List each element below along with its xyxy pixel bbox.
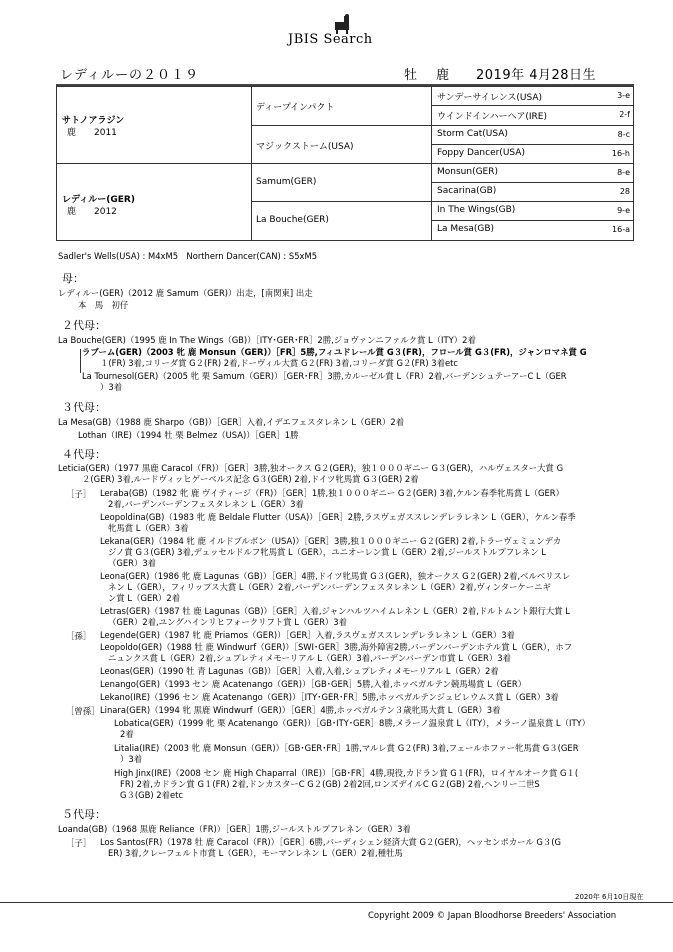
great-grandchild-record: High Jinx(IRE)（2008 セン 鹿 High Chaparral（IRE)）［GB･FR］4勝,現役,カドラン賞 G１(FR)，ロイヤルオーク賞 G１(	[114, 768, 579, 778]
ancestor-name: Storm Cat(USA)	[437, 129, 508, 139]
family-number: 8-c	[617, 130, 630, 139]
section-third-dam: ３代母：	[62, 401, 106, 414]
ancestor-name: サンデーサイレンス(USA)	[437, 93, 543, 103]
dam-name: レディルー(GER)	[62, 195, 135, 205]
horse-title-bar	[56, 62, 634, 86]
ancestor-cell[interactable]	[432, 221, 634, 240]
section-dam: 母：	[62, 272, 84, 285]
family-number: 2-f	[619, 110, 630, 119]
dam-sire-cell[interactable]	[252, 164, 432, 202]
horse-rider-icon	[332, 14, 354, 34]
offspring-record-cont: （GER）2着,ユングハインリヒフォークリフト賞 L（GER）3着	[108, 617, 348, 627]
great-grandchild-record: Lobatica(GER)（1999 牝 栗 Acatenango（GER)）［GB･ITY･GER］8勝,メラーノ温泉賞 L（ITY），メラーノ温泉賞 L（ITY）	[114, 718, 591, 728]
family-number: 28	[619, 187, 630, 196]
logo-text: JBIS Search	[288, 32, 373, 47]
offspring-record-cont: １(FR) 3着,コリーダ賞 G２(FR) 2着,ドーヴィル大賞 G２(FR) 3着,コリーダ賞 G２(FR) 3着etc	[100, 358, 459, 368]
dam-info: 鹿 2012	[67, 207, 117, 217]
great-grandchild-record: Linara(GER)（1994 牝 黒鹿 Windwurf（GER)）［GER］4勝,ホッペガルテン３歳牝馬大賞 L（GER）3着	[100, 705, 501, 715]
great-grandchild-record-cont: 2着	[120, 729, 134, 739]
grandchild-record: Lekano(IRE)（1996 セン 鹿 Acatenango（GER)）［ITY･GER･FR］5勝,ホッペガルテンジュビレウムス賞 L（GER）3着	[100, 692, 559, 702]
ancestor-cell[interactable]	[432, 126, 634, 145]
tag-great-grandchild: ［曾孫］	[66, 706, 100, 716]
ancestor-cell[interactable]	[432, 183, 634, 202]
dam-record: レディルー(GER)（2012 鹿 Samum（GER)）出走，[南関東] 出走	[58, 288, 313, 298]
offspring-record: Lothan（IRE)（1994 牡 栗 Belmez（USA)）［GER］1勝	[78, 430, 299, 440]
ancestor-name: La Mesa(GB)	[437, 224, 495, 234]
section-second-dam: ２代母：	[62, 319, 106, 332]
horse-birth-date: 2019年 4月28日生	[476, 68, 597, 83]
offspring-record: Letras(GER)（1987 牡 鹿 Lagunas（GB)）［GER］入着,ジャンハルツハイムレネン L（GER）2着,ドルトムント銀行大賞 L	[100, 606, 570, 616]
dam-cell[interactable]	[57, 164, 252, 240]
offspring-record-cont: ネン L（GER），フィリップス大賞 L（GER）2着,バーデンバーデンフェスタレネン L（GER）2着,ヴィンターケーニギ	[108, 582, 551, 592]
offspring-record: ラブーム(GER)（2003 牝 鹿 Monsun（GER)）［FR］5勝,フィユドレール賞 G３(FR)，フロール賞 G３(FR)，ジャンロマネ賞 G	[82, 347, 587, 357]
third-dam-record: La Mesa(GB)（1988 鹿 Sharpo（GB)）［GER］入着,イデエフェスタレネン L（GER）2着	[58, 417, 405, 427]
offspring-record-cont: （GER）3着	[108, 558, 157, 568]
great-grandchild-record-cont: ）3着	[120, 754, 143, 764]
footer	[0, 902, 673, 933]
great-grandchild-record: Litalia(IRE)（2003 牝 鹿 Monsun（GER)）［GB･GER･FR］1勝,マルレ賞 G２(FR) 3着,フェールホファー牝馬賞 G３(GER	[114, 743, 579, 753]
horse-name: レディルーの２０１９	[60, 68, 199, 83]
ancestor-cell[interactable]	[432, 87, 634, 106]
great-grandchild-record-cont: G３(GB) 2着etc	[120, 790, 184, 800]
ancestor-name: ウインドインハーヘア(IRE)	[437, 112, 547, 122]
as-of-date: 2020年 6月10日現在	[575, 893, 644, 901]
section-fifth-dam: ５代母：	[62, 808, 106, 821]
grandchild-record: Lenango(GER)（1993 セン 鹿 Acatenango（GER)）［GB･GER］5勝,入着,ホッペガルテン競馬場賞 L（GER）	[100, 679, 527, 689]
offspring-record: Leona(GER)（1986 牝 鹿 Lagunas（GB)）［GER］4勝,ドイツ牝馬賞 G３(GER)，独オークス G２(GER) 2着,ベルベリスレ	[100, 571, 571, 581]
bracket-line	[80, 349, 81, 373]
family-number: 16-a	[612, 225, 630, 234]
dam-dam-cell[interactable]	[252, 202, 432, 240]
offspring-record-cont: ン賞 L（GER）2着	[108, 593, 181, 603]
ancestor-cell[interactable]	[432, 145, 634, 164]
ancestor-name: In The Wings(GB)	[437, 205, 516, 215]
dam-dam-name: La Bouche(GER)	[256, 215, 329, 225]
section-fourth-dam: ４代母：	[62, 448, 106, 461]
fourth-dam-record-cont: ２(GER) 3着,ルードヴィッヒゲーベルス記念 G３(GER) 2着,ドイツ牝馬賞 G３(GER) 2着	[82, 474, 419, 484]
grandchild-record: Leopoldo(GER)（1988 牡 鹿 Windwurf（GER)）［SWI･GER］3勝,海外障害2勝,バーデンバーデンホテル賞 L（GER），ホフ	[100, 642, 573, 652]
tag-child: ［子］	[66, 838, 92, 848]
ancestor-cell[interactable]	[432, 202, 634, 221]
family-number: 3-e	[617, 91, 630, 100]
offspring-record-cont: 牝馬賞 L（GER）3着	[108, 523, 189, 533]
horse-sex-color: 牡 鹿	[404, 68, 453, 83]
family-number: 9-e	[617, 206, 630, 215]
copyright: Copyright 2009 © Japan Bloodhorse Breeders' Association	[368, 911, 617, 921]
dam-sire-name: Samum(GER)	[256, 177, 317, 187]
offspring-record: Los Santos(FR)（1978 牡 鹿 Caracol（FR)）［GER］6勝,バーディシェン経済大賞 G２(GER)，ヘッセンポカール G３(G	[100, 837, 562, 847]
great-grandchild-record-cont: FR) 2着,カドラン賞 G１(FR) 2着,ドンカスターC G２(GB) 2着2回,ロンズデイルC G２(GB) 2着,ヘンリー二世S	[120, 779, 540, 789]
fifth-dam-record: Loanda(GB)（1968 黒鹿 Reliance（FR)）［GER］1勝,ジールストルプフレネン（GER）3着	[58, 824, 411, 834]
grandchild-record: Leonas(GER)（1990 牡 青 Lagunas（GB)）［GER］入着,入着,シュプレティメモーリアル L（GER）2着	[100, 666, 499, 676]
family-number: 8-e	[617, 168, 630, 177]
offspring-record-cont: ）3着	[100, 382, 123, 392]
offspring-record-cont: ER) 3着,クレーフェルト市賞 L（GER），モーマンレネン L（GER）2着,種牡馬	[108, 848, 403, 858]
tag-child: ［子］	[66, 489, 92, 499]
sire-cell[interactable]	[57, 87, 252, 164]
family-number: 16-h	[611, 149, 630, 158]
offspring-record: Leraba(GB)（1982 牝 鹿 ヴイティージ（FR)）［GER］1勝,独１０００ギニー G２(GER) 3着,ケルン春季牝馬賞 L（GER）	[100, 488, 564, 498]
ancestor-name: Sacarina(GB)	[437, 186, 497, 196]
sire-info: 鹿 2011	[67, 128, 117, 138]
sire-name: サトノアラジン	[62, 116, 125, 126]
tag-grandchild: ［孫］	[66, 631, 92, 641]
dam-note: 本 馬 初仔	[78, 300, 129, 310]
ancestor-name: Foppy Dancer(USA)	[437, 148, 525, 158]
sire-sire-cell[interactable]	[252, 87, 432, 126]
offspring-record: La Tournesol(GER)（2005 牝 栗 Samum（GER)）［GER･FR］3勝,カルーゼル賞 L（FR）2着,バーデンシュテーアーC L（GER	[82, 371, 567, 381]
ancestor-name: Monsun(GER)	[437, 167, 499, 177]
offspring-record: Lekana(GER)（1984 牝 鹿 イルドブルボン（USA)）［GER］3勝,独１０００ギニー G２(GER) 2着,トラーヴェミュンデカ	[100, 536, 562, 546]
grandchild-record-cont: ニュンクス賞 L（GER）2着,シュプレティメモーリアル L（GER）3着,バーデンバーデン市賞 L（GER）3着	[108, 653, 511, 663]
second-dam-record: La Bouche(GER)（1995 鹿 In The Wings（GB)）［ITY･GER･FR］2勝,ジョヴァンニファルク賞 L（ITY）2着	[58, 335, 476, 345]
offspring-record-cont: ジノ賞 G３(GER) 3着,デュッセルドルフ牝馬賞 L（GER），ユニオーレン賞 L（GER）2着,ジールストルプフレネン L	[108, 547, 546, 557]
fourth-dam-record: Leticia(GER)（1977 黒鹿 Caracol（FR)）［GER］3勝,独オークス G２(GER)，独１０００ギニー G３(GER)，ハルヴェスター大賞 G	[58, 463, 564, 473]
inbreeding-info: Sadler's Wells(USA) : M4xM5 Northern Dancer(CAN) : S5xM5	[58, 251, 318, 261]
grandchild-record: Legende(GER)（1987 牝 鹿 Priamos（GER)）［GER］入着,ラスヴェガススレンデレラレネン L（GER）3着	[100, 630, 515, 640]
sire-dam-name: マジックストーム(USA)	[256, 142, 354, 152]
pedigree-table	[56, 86, 634, 241]
jbis-logo[interactable]	[270, 14, 410, 50]
sire-dam-cell[interactable]	[252, 126, 432, 164]
ancestor-cell[interactable]	[432, 164, 634, 183]
offspring-record: Leopoldina(GB)（1983 牝 鹿 Beldale Flutter（USA)）［GER］2勝,ラスヴェガススレンデレラレネン L（GER），ケルン春季	[100, 512, 576, 522]
sire-sire-name: ディープインパクト	[256, 103, 335, 113]
ancestor-cell[interactable]	[432, 106, 634, 126]
offspring-record-cont: 2着,バーデンバーデンフェスタレネン L（GER）3着	[108, 499, 304, 509]
